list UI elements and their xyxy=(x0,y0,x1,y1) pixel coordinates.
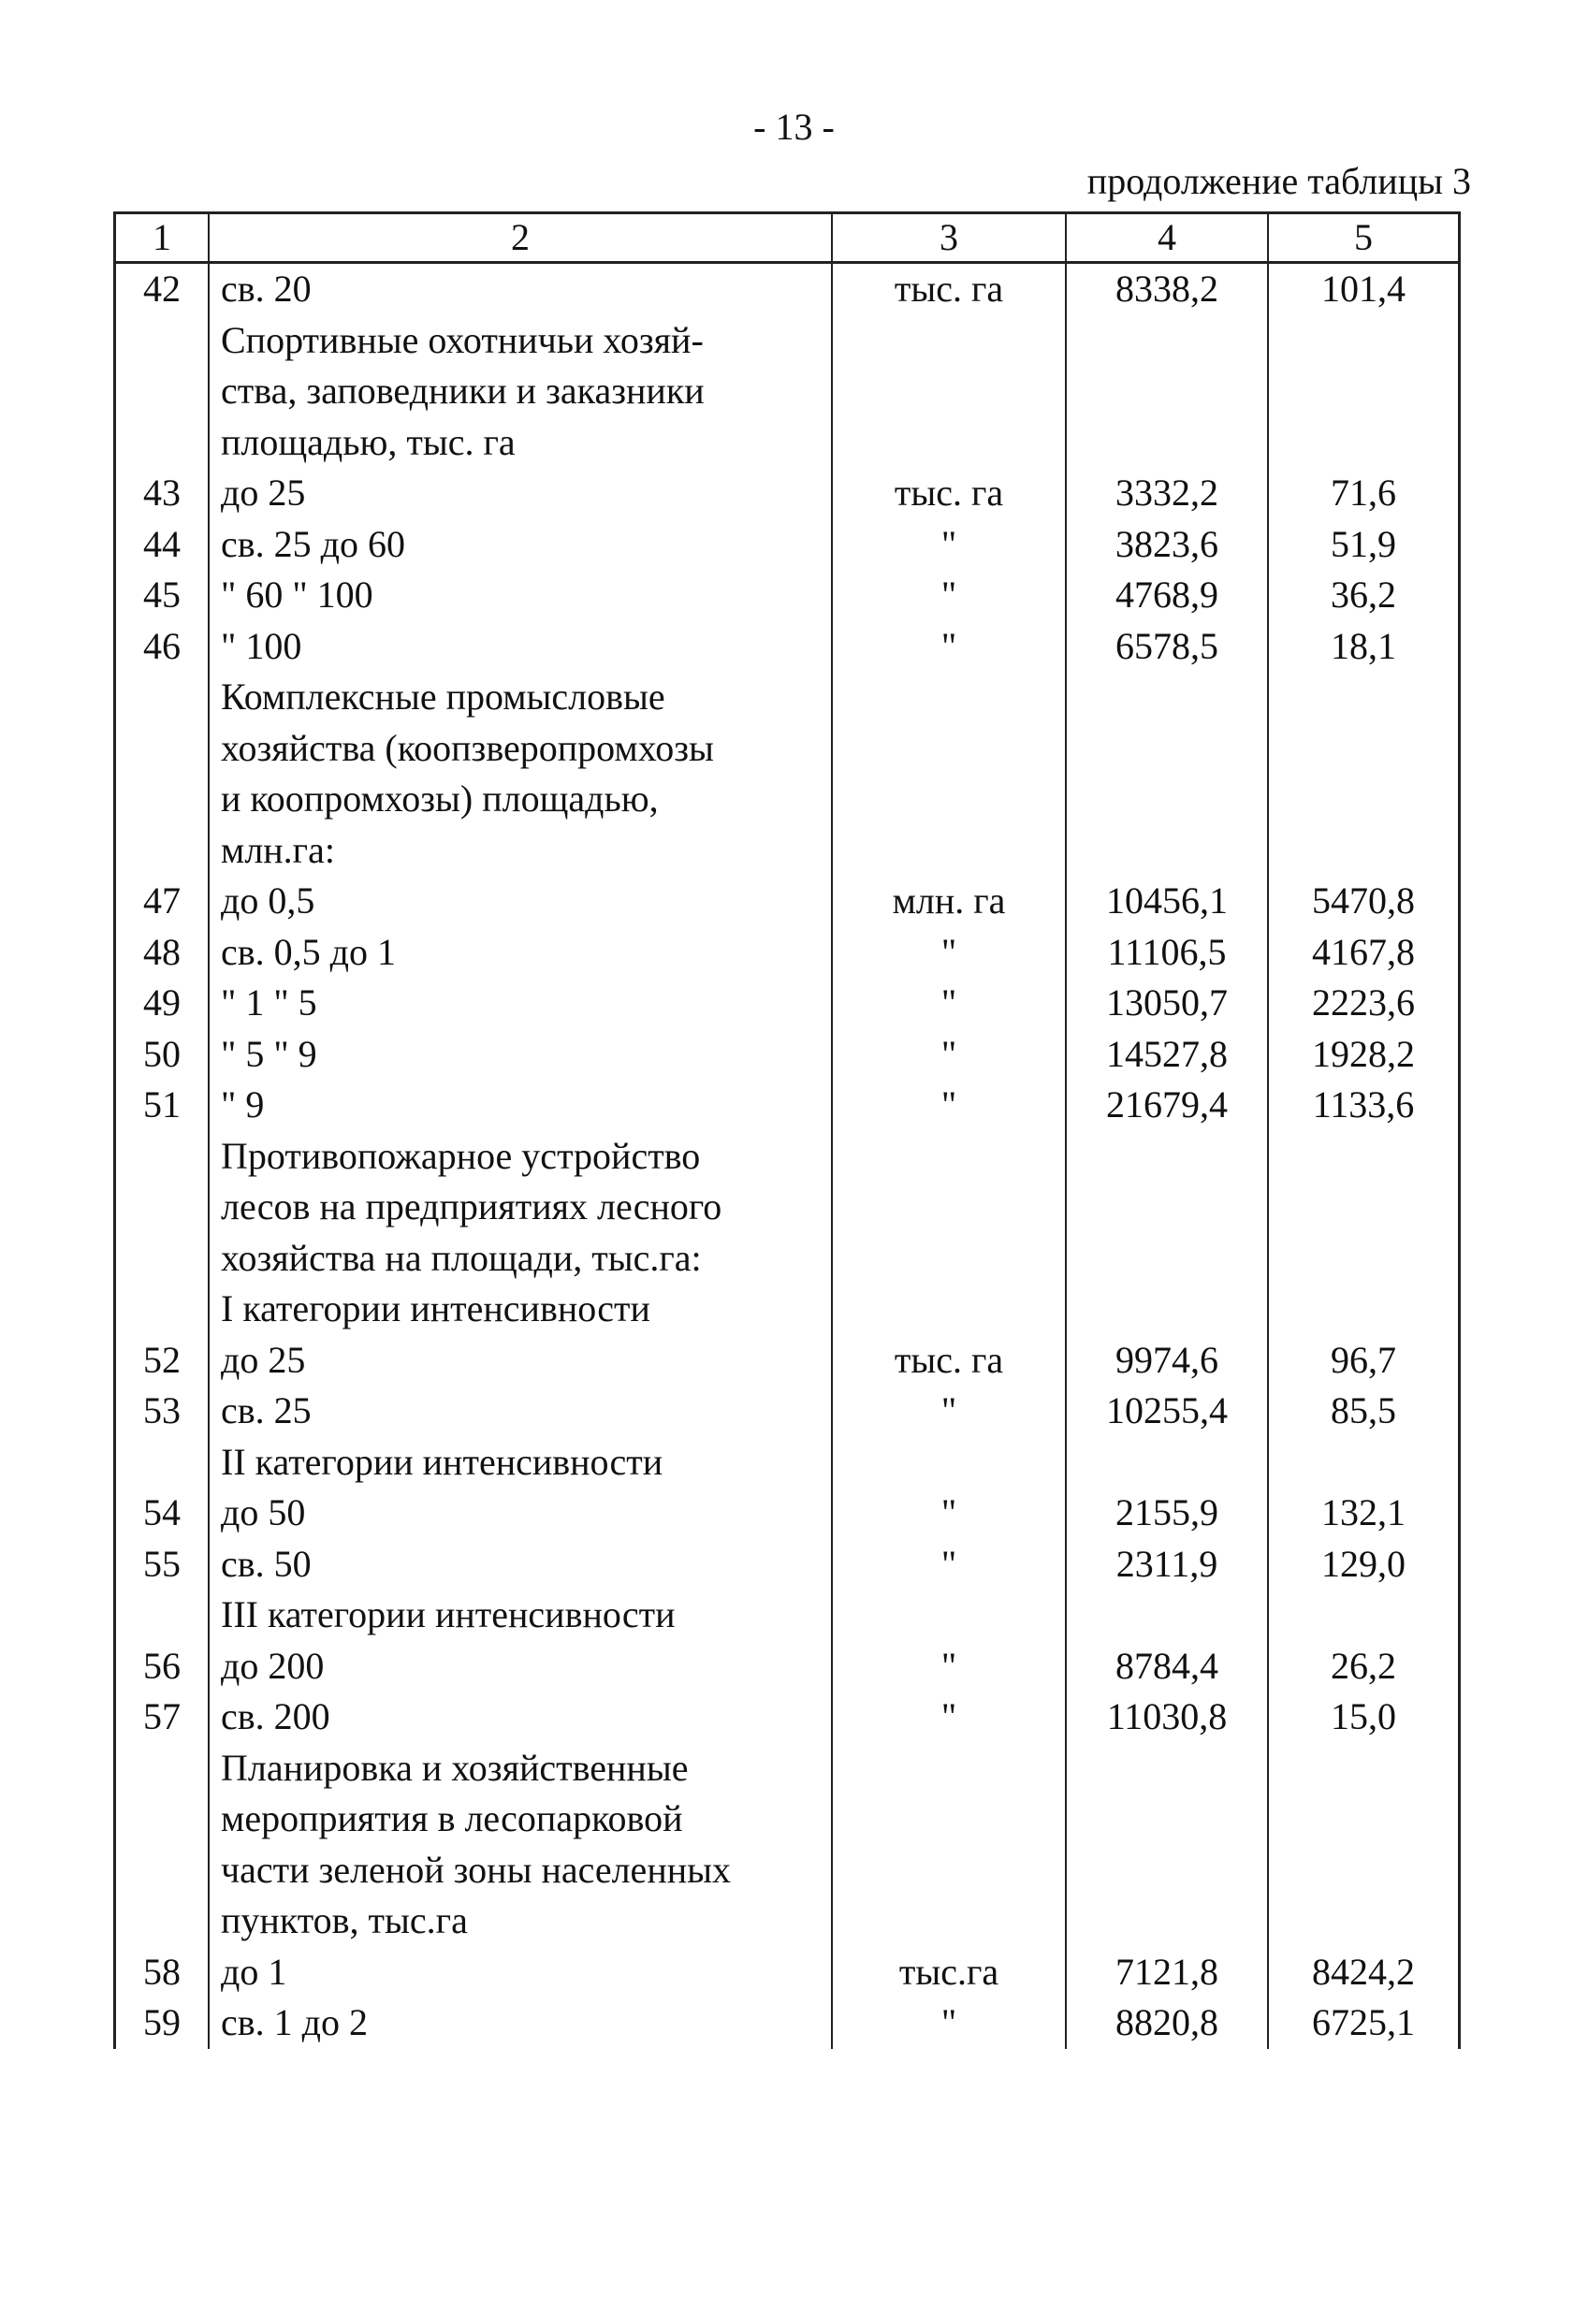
row-number-cell: 50 xyxy=(116,1029,210,1081)
unit-cell: " xyxy=(833,1029,1067,1081)
unit-cell xyxy=(833,315,1067,367)
description-cell: Комплексные промысловые xyxy=(210,672,833,723)
row-number-cell: 55 xyxy=(116,1539,210,1590)
value-col4-cell: 13050,7 xyxy=(1067,978,1269,1029)
data-table xyxy=(113,211,1461,2049)
description-cell: до 200 xyxy=(210,1641,833,1692)
unit-cell: " xyxy=(833,1488,1067,1539)
table-row xyxy=(116,417,1458,469)
row-number-cell xyxy=(116,1131,210,1183)
row-number-cell: 44 xyxy=(116,519,210,571)
row-number-cell: 47 xyxy=(116,876,210,927)
value-col5-cell: 36,2 xyxy=(1331,574,1396,616)
description-cell: III категории интенсивности xyxy=(210,1590,833,1641)
row-number-cell xyxy=(116,417,210,469)
unit-cell xyxy=(833,366,1067,417)
value-col4-cell xyxy=(1067,1845,1269,1896)
row-number-cell: 52 xyxy=(116,1335,210,1387)
value-col4-cell xyxy=(1067,1284,1269,1335)
row-number-cell: 58 xyxy=(116,1947,210,1998)
value-col4-cell xyxy=(1067,1590,1269,1641)
unit-cell xyxy=(833,1131,1067,1183)
value-col4-cell xyxy=(1067,825,1269,877)
unit-cell xyxy=(833,1794,1067,1845)
value-col5-cell: 1928,2 xyxy=(1312,1032,1415,1075)
value-col4-cell xyxy=(1067,417,1269,469)
description-cell: пунктов, тыс.га xyxy=(210,1896,833,1947)
value-col5-cell: 51,9 xyxy=(1331,522,1396,565)
unit-cell: " xyxy=(833,1539,1067,1590)
description-cell: части зеленой зоны населенных xyxy=(210,1845,833,1896)
row-number-cell xyxy=(116,1590,210,1641)
row-number-cell xyxy=(116,1896,210,1947)
description-cell: св. 0,5 до 1 xyxy=(210,927,833,979)
unit-cell xyxy=(833,723,1067,775)
table-row xyxy=(116,1080,1458,1131)
unit-cell xyxy=(833,1284,1067,1335)
table-row xyxy=(116,978,1458,1029)
description-cell: до 25 xyxy=(210,1335,833,1387)
unit-cell: " xyxy=(833,570,1067,621)
value-col5-cell xyxy=(1269,774,1458,825)
description-cell: Планировка и хозяйственные xyxy=(210,1743,833,1794)
value-col5-cell xyxy=(1269,1794,1458,1845)
table-row xyxy=(116,1896,1458,1947)
description-cell: мероприятия в лесопарковой xyxy=(210,1794,833,1845)
table-row xyxy=(116,468,1458,519)
value-col5-cell xyxy=(1269,1284,1458,1335)
value-col5-cell: 15,0 xyxy=(1331,1695,1396,1737)
value-col4-cell: 4768,9 xyxy=(1067,570,1269,621)
unit-cell: " xyxy=(833,927,1067,979)
unit-cell: " xyxy=(833,519,1067,571)
value-col5-cell xyxy=(1269,315,1458,367)
value-col5-cell: 26,2 xyxy=(1331,1644,1396,1687)
table-row xyxy=(116,1131,1458,1183)
table-row xyxy=(116,1794,1458,1845)
unit-cell: " xyxy=(833,1641,1067,1692)
table-body xyxy=(113,264,1461,2049)
description-cell: до 0,5 xyxy=(210,876,833,927)
table-continuation-caption: продолжение таблицы 3 xyxy=(1086,160,1471,202)
row-number-cell xyxy=(116,723,210,775)
description-cell: II категории интенсивности xyxy=(210,1437,833,1489)
value-col5-cell: 96,7 xyxy=(1331,1338,1396,1381)
description-cell: св. 25 xyxy=(210,1386,833,1437)
value-col4-cell: 2155,9 xyxy=(1067,1488,1269,1539)
value-col4-cell: 11106,5 xyxy=(1067,927,1269,979)
unit-cell xyxy=(833,825,1067,877)
unit-cell: " xyxy=(833,1386,1067,1437)
table-row xyxy=(116,1029,1458,1081)
row-number-cell: 46 xyxy=(116,621,210,673)
unit-cell xyxy=(833,1590,1067,1641)
value-col4-cell: 10456,1 xyxy=(1067,876,1269,927)
unit-cell: " xyxy=(833,1080,1067,1131)
row-number-cell: 51 xyxy=(116,1080,210,1131)
description-cell: св. 25 до 60 xyxy=(210,519,833,571)
unit-cell xyxy=(833,1743,1067,1794)
table-row xyxy=(116,1997,1458,2049)
table-row xyxy=(116,1437,1458,1489)
header-col-5: 5 xyxy=(1354,216,1373,258)
value-col4-cell: 8820,8 xyxy=(1067,1997,1269,2049)
table-row xyxy=(116,1590,1458,1641)
value-col5-cell xyxy=(1269,1182,1458,1233)
row-number-cell xyxy=(116,1284,210,1335)
table-row xyxy=(116,723,1458,775)
header-col-1: 1 xyxy=(116,214,210,261)
value-col5-cell xyxy=(1269,366,1458,417)
row-number-cell xyxy=(116,1794,210,1845)
value-col5-cell: 129,0 xyxy=(1321,1542,1406,1585)
table-row xyxy=(116,621,1458,673)
unit-cell: " xyxy=(833,1997,1067,2049)
unit-cell xyxy=(833,774,1067,825)
row-number-cell: 42 xyxy=(116,264,210,315)
description-cell: св. 20 xyxy=(210,264,833,315)
value-col4-cell: 8784,4 xyxy=(1067,1641,1269,1692)
table-row xyxy=(116,774,1458,825)
unit-cell xyxy=(833,672,1067,723)
description-cell: св. 200 xyxy=(210,1692,833,1743)
row-number-cell xyxy=(116,366,210,417)
description-cell: " 100 xyxy=(210,621,833,673)
value-col4-cell xyxy=(1067,1794,1269,1845)
unit-cell: " xyxy=(833,978,1067,1029)
description-cell: лесов на предприятиях лесного xyxy=(210,1182,833,1233)
value-col5-cell: 1133,6 xyxy=(1312,1083,1415,1126)
table-row xyxy=(116,1692,1458,1743)
header-col-3: 3 xyxy=(833,214,1067,261)
value-col4-cell xyxy=(1067,1233,1269,1285)
row-number-cell xyxy=(116,1233,210,1285)
value-col4-cell: 9974,6 xyxy=(1067,1335,1269,1387)
value-col5-cell: 4167,8 xyxy=(1312,930,1415,973)
description-cell: св. 50 xyxy=(210,1539,833,1590)
value-col5-cell: 2223,6 xyxy=(1312,981,1415,1024)
value-col4-cell xyxy=(1067,723,1269,775)
value-col5-cell: 5470,8 xyxy=(1312,879,1415,922)
unit-cell: тыс.га xyxy=(833,1947,1067,1998)
value-col4-cell: 3823,6 xyxy=(1067,519,1269,571)
value-col4-cell xyxy=(1067,1437,1269,1489)
description-cell: до 25 xyxy=(210,468,833,519)
description-cell: хозяйства на площади, тыс.га: xyxy=(210,1233,833,1285)
value-col5-cell xyxy=(1269,1743,1458,1794)
value-col4-cell: 2311,9 xyxy=(1067,1539,1269,1590)
row-number-cell xyxy=(116,774,210,825)
row-number-cell xyxy=(116,1437,210,1489)
description-cell: " 1 " 5 xyxy=(210,978,833,1029)
header-col-4: 4 xyxy=(1067,214,1269,261)
row-number-cell: 56 xyxy=(116,1641,210,1692)
row-number-cell: 54 xyxy=(116,1488,210,1539)
description-cell: " 60 " 100 xyxy=(210,570,833,621)
value-col5-cell: 71,6 xyxy=(1331,472,1396,514)
description-cell: хозяйства (коопзверопромхозы xyxy=(210,723,833,775)
unit-cell xyxy=(833,1437,1067,1489)
unit-cell: тыс. га xyxy=(833,468,1067,519)
unit-cell: тыс. га xyxy=(833,1335,1067,1387)
value-col4-cell xyxy=(1067,774,1269,825)
row-number-cell xyxy=(116,1845,210,1896)
row-number-cell xyxy=(116,672,210,723)
table-row xyxy=(116,927,1458,979)
value-col5-cell xyxy=(1269,1896,1458,1947)
description-cell: до 1 xyxy=(210,1947,833,1998)
row-number-cell xyxy=(116,825,210,877)
value-col5-cell xyxy=(1269,1845,1458,1896)
table-row xyxy=(116,1641,1458,1692)
table-row xyxy=(116,1386,1458,1437)
value-col5-cell: 6725,1 xyxy=(1312,2001,1415,2043)
row-number-cell xyxy=(116,1743,210,1794)
row-number-cell: 53 xyxy=(116,1386,210,1437)
value-col4-cell: 21679,4 xyxy=(1067,1080,1269,1131)
description-cell: и коопромхозы) площадью, xyxy=(210,774,833,825)
table-row xyxy=(116,570,1458,621)
table-row xyxy=(116,672,1458,723)
table-row xyxy=(116,825,1458,877)
unit-cell xyxy=(833,417,1067,469)
value-col5-cell xyxy=(1269,1233,1458,1285)
unit-cell: " xyxy=(833,621,1067,673)
unit-cell xyxy=(833,1233,1067,1285)
value-col4-cell: 6578,5 xyxy=(1067,621,1269,673)
value-col4-cell xyxy=(1067,672,1269,723)
value-col5-cell xyxy=(1269,723,1458,775)
table-row xyxy=(116,1182,1458,1233)
value-col4-cell: 8338,2 xyxy=(1067,264,1269,315)
value-col4-cell xyxy=(1067,1896,1269,1947)
table-row xyxy=(116,1743,1458,1794)
description-cell: млн.га: xyxy=(210,825,833,877)
value-col4-cell: 7121,8 xyxy=(1067,1947,1269,1998)
value-col5-cell xyxy=(1269,1131,1458,1183)
description-cell: площадью, тыс. га xyxy=(210,417,833,469)
table-row xyxy=(116,1284,1458,1335)
table-row xyxy=(116,1539,1458,1590)
table-row xyxy=(116,1845,1458,1896)
value-col5-cell: 101,4 xyxy=(1321,268,1406,310)
description-cell: до 50 xyxy=(210,1488,833,1539)
value-col5-cell: 18,1 xyxy=(1331,624,1396,667)
table-row xyxy=(116,366,1458,417)
value-col4-cell: 11030,8 xyxy=(1067,1692,1269,1743)
unit-cell: " xyxy=(833,1692,1067,1743)
value-col4-cell xyxy=(1067,1743,1269,1794)
value-col4-cell: 14527,8 xyxy=(1067,1029,1269,1081)
value-col5-cell xyxy=(1269,825,1458,877)
value-col4-cell: 3332,2 xyxy=(1067,468,1269,519)
description-cell: ства, заповедники и заказники xyxy=(210,366,833,417)
table-row xyxy=(116,1488,1458,1539)
value-col5-cell: 132,1 xyxy=(1321,1491,1406,1533)
description-cell: Противопожарное устройство xyxy=(210,1131,833,1183)
value-col5-cell xyxy=(1269,672,1458,723)
description-cell: " 5 " 9 xyxy=(210,1029,833,1081)
value-col5-cell: 85,5 xyxy=(1331,1389,1396,1431)
row-number-cell: 49 xyxy=(116,978,210,1029)
value-col4-cell xyxy=(1067,315,1269,367)
unit-cell xyxy=(833,1845,1067,1896)
value-col4-cell xyxy=(1067,366,1269,417)
description-cell: " 9 xyxy=(210,1080,833,1131)
value-col4-cell xyxy=(1067,1182,1269,1233)
unit-cell xyxy=(833,1182,1067,1233)
table-row xyxy=(116,1335,1458,1387)
row-number-cell: 45 xyxy=(116,570,210,621)
table-row xyxy=(116,264,1458,315)
table-row xyxy=(116,1233,1458,1285)
table-row xyxy=(116,876,1458,927)
row-number-cell: 48 xyxy=(116,927,210,979)
value-col5-cell xyxy=(1269,1590,1458,1641)
table-row xyxy=(116,1947,1458,1998)
row-number-cell xyxy=(116,1182,210,1233)
unit-cell xyxy=(833,1896,1067,1947)
description-cell: I категории интенсивности xyxy=(210,1284,833,1335)
table-header-row xyxy=(113,211,1461,264)
row-number-cell: 59 xyxy=(116,1997,210,2049)
page-number: - 13 - xyxy=(753,106,835,148)
table-row xyxy=(116,519,1458,571)
value-col4-cell: 10255,4 xyxy=(1067,1386,1269,1437)
value-col4-cell xyxy=(1067,1131,1269,1183)
unit-cell: тыс. га xyxy=(833,264,1067,315)
row-number-cell: 57 xyxy=(116,1692,210,1743)
table-row xyxy=(116,315,1458,367)
description-cell: св. 1 до 2 xyxy=(210,1997,833,2049)
header-col-2: 2 xyxy=(210,214,833,261)
value-col5-cell xyxy=(1269,1437,1458,1489)
row-number-cell xyxy=(116,315,210,367)
unit-cell: млн. га xyxy=(833,876,1067,927)
description-cell: Спортивные охотничьи хозяй- xyxy=(210,315,833,367)
value-col5-cell xyxy=(1269,417,1458,469)
value-col5-cell: 8424,2 xyxy=(1312,1950,1415,1993)
row-number-cell: 43 xyxy=(116,468,210,519)
